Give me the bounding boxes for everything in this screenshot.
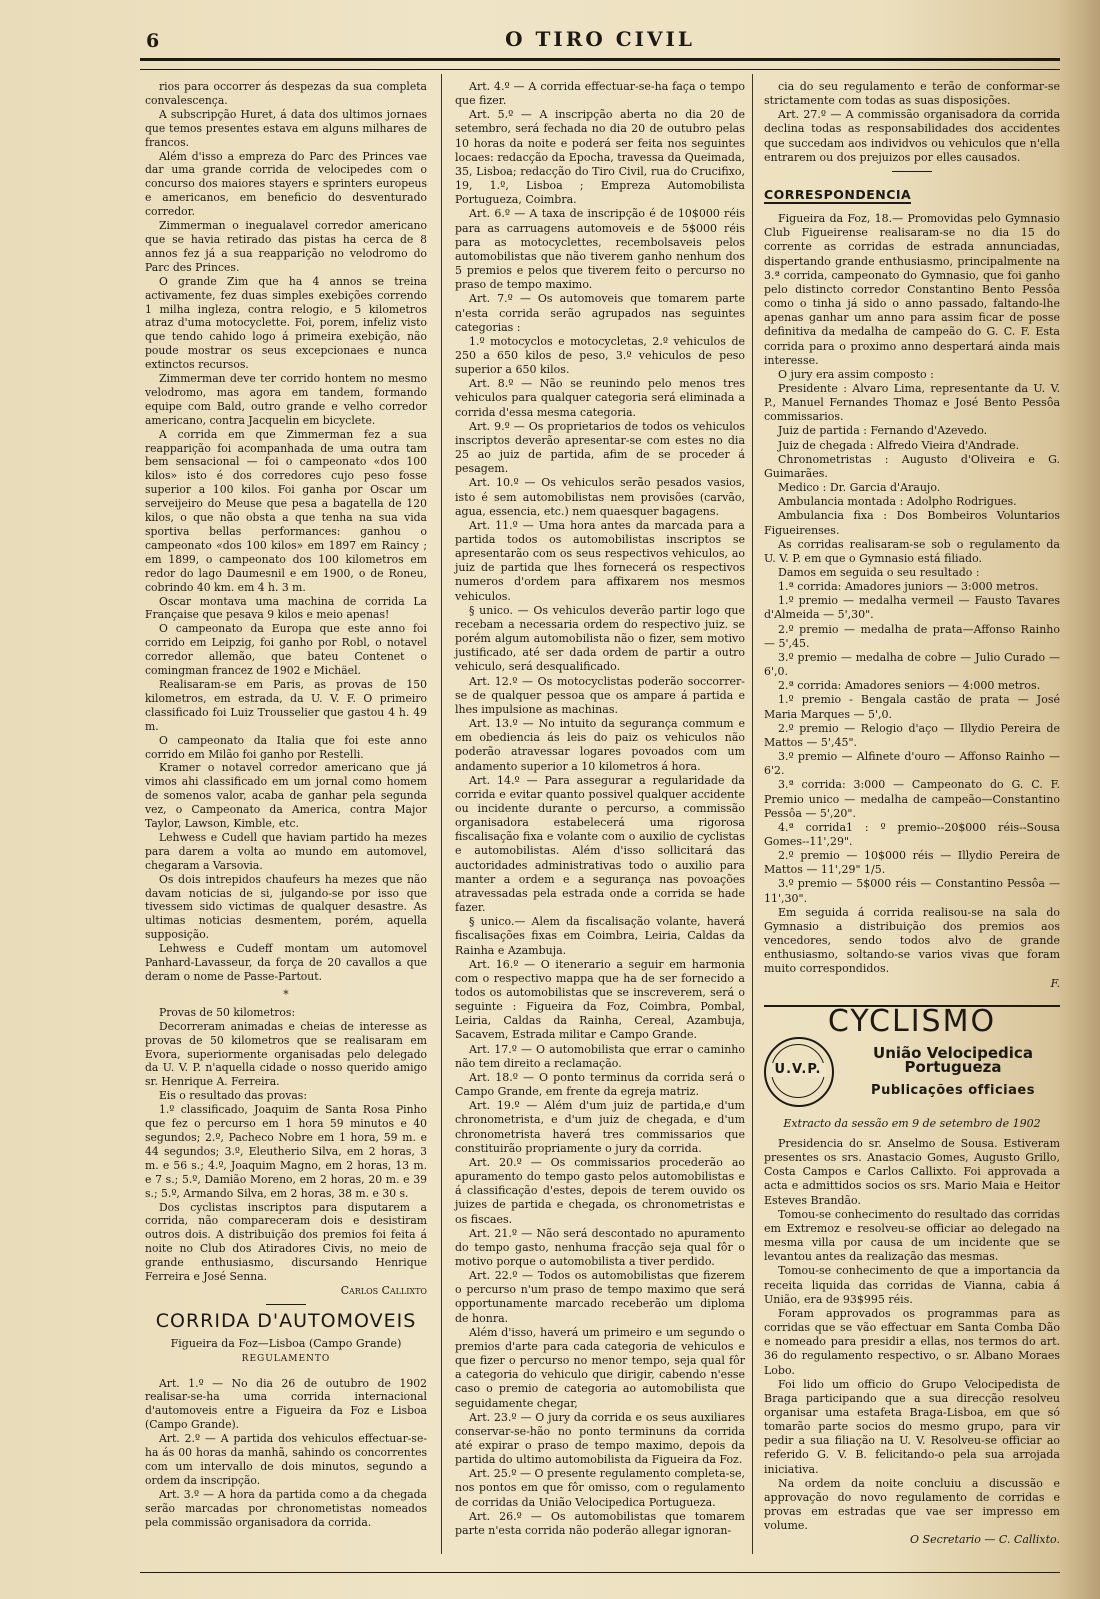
paragraph: 3.º premio — medalha de cobre — Julio Curado — 6',0. (764, 650, 1060, 679)
paragraph: 2.ª corrida: Amadores seniors — 4:000 metros. (778, 679, 1041, 693)
paragraph: Kramer o notavel corredor americano que já vimos ahi classificado em um jornal como homem de somenos valor, acaba de ganhar pela segunda vez, o Campeonato da America, contra Major Taylor, Lawson, Kimble, etc. (145, 761, 427, 831)
col1-paragraphs-evora (145, 1006, 427, 1284)
uvp-name: União Velocipedica Portugueza (873, 1043, 1033, 1076)
paragraph: Chronometristas : Augusto d'Oliveira e G. Guimarães. (764, 452, 1060, 480)
regulamento-label: REGULAMENTO (241, 1353, 331, 1364)
paragraph: 3.º premio — Alfinete d'ouro — Affonso Rainho — 6'2. (764, 750, 1060, 778)
paragraph: Lehwess e Cudeff montam um automovel Panhard-Lavasseur, da força de 20 cavallos a que deram o nome de Passe-Partout. (145, 942, 427, 983)
corrida-subtitle: Figueira da Foz—Lisboa (Campo Grande) (170, 1336, 402, 1350)
paragraph: Art. 22.º — Todos os automobilistas que fizerem o percurso n'um praso de tempo maximo que será opportunamente marcado receberão um diploma de honra. (455, 1269, 745, 1325)
paragraph: Art. 1.º — No dia 26 de outubro de 1902 realisar-se-ha uma corrida internacional d'automoveis entre a Figueira da Foz e Lisboa (Campo Grande). (145, 1376, 427, 1432)
uvp-seal-icon (764, 1037, 834, 1107)
divider (892, 171, 932, 172)
paragraph: Art. 25.º — O presente regulamento completa-se, nos pontos em que fôr omisso, com o regulamento de corridas da União Velocipedica Portugueza. (455, 1467, 745, 1509)
column-3 (764, 80, 1060, 1548)
paragraph: § unico. — Os vehiculos deverão partir logo que recebam a necessaria ordem do respectivo juiz. se porém algum automobilista não o fizer, sem motivo justificado, até ser dada ordem de partir a outro vehiculo, será desqualificado. (455, 603, 745, 674)
paragraph: 2.º premio — medalha de prata—Affonso Rainho — 5',45. (764, 622, 1060, 650)
uvp-texts (846, 1043, 1060, 1098)
paragraph: Medico : Dr. Garcia d'Araujo. (778, 481, 941, 495)
paragraph: Juiz de partida : Fernando d'Azevedo. (778, 424, 988, 438)
corrida-title: CORRIDA D'AUTOMOVEIS (155, 1309, 417, 1332)
paragraph: cia do seu regulamento e terão de conformar-se strictamente com todas as suas disposições. (764, 80, 1060, 108)
paragraph: 1.ª corrida: Amadores juniors — 3:000 metros. (778, 580, 1039, 594)
session-paragraphs (764, 1137, 1060, 1533)
paragraph: Art. 2.º — A partida dos vehiculos effectuar-se-ha ás 00 horas da manhã, sahindo os concorrentes com um intervallo de dois minutos, segundo a ordem da inscripção. (145, 1432, 427, 1487)
paragraph: 1.º motocyclos e motocycletas, 2.º vehiculos de 250 a 650 kilos de peso, 3.º vehiculos de peso superior a 650 kilos. (455, 334, 745, 377)
paragraph: Art. 21.º — Não será descontado no apuramento do tempo gasto, nenhuma fracção seja qual fôr o motivo porque o automobilista a tiver perdido. (455, 1226, 745, 1268)
paragraph: Foram approvados os programmas para as corridas que se vão effectuar em Santa Comba Dão e nomeado para presidir a ellas, nos termos do art. 36 do regulamento respectivo, o sr. Albano Moraes Lobo. (764, 1306, 1060, 1377)
paragraph: Art. 20.º — Os commissarios procederão ao apuramento do tempo gasto pelos automobilistas e á classificação d'estes, depois de terem ouvido os juizes de partida e chegada, os chronometristas e os fiscaes. (455, 1155, 745, 1226)
paragraph: Art. 13.º — No intuito da segurança commum e em obediencia ás leis do paiz os vehiculos não poderão atravessar logares povoados com um andamento superior a 10 kilometros á hora. (455, 717, 745, 773)
paragraph: Art. 17.º — O automobilista que errar o caminho não tem direito a reclamação. (455, 1042, 745, 1070)
col1-paragraphs (145, 80, 427, 984)
paragraph: Zimmerman deve ter corrido hontem no mesmo velodromo, mas agora em tandem, formando equipe com Bald, outro grande e velho corredor americano, contra Jacquelin em bicyclete. (145, 372, 427, 427)
cyclismo-title: CYCLISMO (827, 1003, 997, 1039)
paragraph: Oscar montava uma machina de corrida La Française que pesava 9 kilos e meio apenas! (145, 594, 427, 622)
correspondencia-heading: CORRESPONDENCIA (764, 188, 911, 204)
paragraph: Art. 7.º — Os automoveis que tomarem parte n'esta corrida serão agrupados nas seguintes categorias : (455, 292, 745, 334)
paragraph: Foi lido um officio do Grupo Velocipedista de Braga participando que a sua direcção resolveu organisar uma estafeta Braga-Lisboa, em que só tomarão parte socios do mesmo grupo, para vir pedir a sua filiação na U. V. Resolveu-se officiar ao referido G. V. B. felicitando-o pela sua arrojada iniciativa. (764, 1377, 1060, 1476)
header-rule (140, 58, 1060, 70)
paragraph: 2.º premio — Relogio d'aço — Illydio Pereira de Mattos — 5',45". (764, 721, 1060, 749)
paragraph: Além d'isso, haverá um primeiro e um segundo o premios d'arte para cada categoria de vehiculos e que fizer o percurso no menor tempo, seja qual fôr a categoria do vehiculo que dirigir, cabendo n'esse caso o premio de categoria ao automobilista que seguidamente chegar, (455, 1325, 745, 1410)
column-divider (441, 74, 442, 1554)
col2-paragraphs (455, 80, 745, 1538)
paragraph: 1.º classificado, Joaquim de Santa Rosa Pinho que fez o percurso em 1 hora 59 minutos e 40 segundos; 2.º, Pacheco Nobre em 1 hora, 59 m. e 44 segundos; 3.º, Eleutherio Silva, em 2 horas, 3 m. e 56 s.; 4.º, Joaquim Magno, em 2 horas, 13 m. e 7 s.; 5.º, Damião Moreno, em 2 horas, 20 m. e 39 s.; 5.º, Armando Silva, em 2 horas, 38 m. e 30 s. (145, 1103, 427, 1200)
paragraph: Art. 23.º — O jury da corrida e os seus auxiliares conservar-se-hão no ponto terminuns da corrida até expirar o praso de tempo maximo, depois da partida do ultimo automobilista da Figueira da Foz. (455, 1410, 745, 1467)
col1-articles (145, 1377, 427, 1530)
correspondencia-paragraphs (764, 212, 1060, 976)
paragraph: Ambulancia fixa : Dos Bombeiros Voluntarios Figueirenses. (764, 509, 1060, 537)
divider (266, 1304, 306, 1305)
column-divider (752, 74, 753, 1554)
correspondencia-signature: F. (1050, 976, 1060, 990)
paragraph: Dos cyclistas inscriptos para disputarem a corrida, não compareceram dois e desistiram outros dois. A distribuição dos premios foi feita á noite no Club dos Atiradores Civis, no meio de grande enthusiasmo, discursando Henrique Ferreira e José Senna. (145, 1200, 427, 1284)
paragraph: Tomou-se conhecimento do resultado das corridas em Extremoz e resolveu-se officiar ao delegado na mesma villa por causa de um incidente que se levantou antes da realização das mesmas. (764, 1207, 1060, 1264)
paragraph: A corrida em que Zimmerman fez a sua reapparição foi acompanhada de uma outra tam bem sensacional — foi o campeonato «dos 100 kilos» isto é dos corredores cujo peso fosse superior a 100 kilos. Foi ganha por Oscar um serveijeiro do Meuse que pesa a bagatella de 120 kilos, o que não obsta a que tenha na sua vida sportiva bellas performances: ganhou o campeonato «dos 100 kilos» em 1897 em Raincy ; em 1899, o campeonato dos 100 kilometros em redor do lago Daumesnil e em 1900, o de Roneu, cobrindo 40 km. em 4 h. 3 m. (145, 427, 427, 594)
paragraph: Art. 14.º — Para assegurar a regularidade da corrida e evitar quanto possivel qualquer accidente ou incidente durante o percurso, a commissão organisadora estabelecerá uma rigorosa fiscalisação fixa e volante com o auxilio de cyclistas e automobilistas. Além d'isso sollicitará das auctoridades administrativas todo o auxilio para manter a ordem e a segurança nas povoações atravessadas pela estrada onde a corrida se hade fazer. (455, 773, 745, 915)
paragraph: 3.º premio — 5$000 réis — Constantino Pessôa — 11',30". (764, 877, 1060, 905)
paragraph: Na ordem da noite concluiu a discussão e approvação do novo regulamento de corridas e provas em estradas que vae ser impresso em volume. (764, 1476, 1060, 1533)
paragraph: O jury era assim composto : (778, 367, 934, 381)
paragraph: Provas de 50 kilometros: (159, 1005, 296, 1019)
paragraph: Art. 26.º — Os automobilistas que tomarem parte n'esta corrida não poderão allegar ignoran- (455, 1509, 745, 1537)
paragraph: Os dois intrepidos chaufeurs ha mezes que não davam noticias de si, julgando-se por isso que tivessem sido victimas de qualquer desastre. As ultimas noticias desmentem, porém, aquella supposição. (145, 872, 427, 942)
uvp-seal-label: U.V.P. (770, 1063, 826, 1077)
page-number: 6 (146, 30, 160, 52)
paragraph: 4.ª corrida1 : º premio--20$000 réis--Sousa Gomes--11',29". (764, 820, 1060, 848)
paragraph: Art. 12.º — Os motocyclistas poderão soccorrer-se de qualquer pessoa que os ampare á partida e lhes impulsione as machinas. (455, 674, 745, 716)
paragraph: Art. 16.º — O itenerario a seguir em harmonia com o respectivo mappa que ha de ser fornecido a todos os automobilistas que se inscreverem, será o seguinte : Figueira da Foz, Coimbra, Pombal, Leiria, Caldas da Rainha, Cereal, Azambuja, Sacavem, Estrada militar e Campo Grande. (455, 957, 745, 1042)
col3-paragraphs (764, 80, 1060, 165)
paragraph: Art. 27.º — A commissão organisadora da corrida declina todas as responsabilidades dos accidentes que succedam aos individvos ou vehiculos que n'ella entrarem ou dos prejuizos por elles causados. (764, 108, 1060, 164)
paragraph: Tomou-se conhecimento de que a importancia da receita liquida das corridas de Vianna, cabia á União, era de 93$995 réis. (764, 1264, 1060, 1306)
session-extract-title: Extracto da sessão em 9 de setembro de 1902 (783, 1116, 1041, 1130)
paragraph: Além d'isso a empreza do Parc des Princes vae dar uma grande corrida de velocipedes com o concurso dos maiores stayers e sprinters europeus e americanos, em beneficio do desventurado corredor. (145, 149, 427, 219)
paragraph: 2.º premio — 10$000 réis — Illydio Pereira de Mattos — 11',29" 1/5. (764, 849, 1060, 877)
paragraph: Figueira da Foz, 18.— Promovidas pelo Gymnasio Club Figueirense realisaram-se no dia 15 do corrente as corridas de estrada annunciadas, dispertando grande enthusiasmo, principalmente na 3.ª corrida, campeonato do Gymnasio, que foi ganho pelo distincto corredor Constantino Bento Pessôa como o tinha já sido o anno passado, faltando-lhe apenas ganhar um anno para assim ficar de posse definitiva da medalha de campeão do G. C. F. Esta corrida para o proximo anno despertará ainda mais interesse. (764, 212, 1060, 367)
paragraph: Art. 9.º — Os proprietarios de todos os vehiculos inscriptos deverão apresentar-se com estes no dia 25 ao juiz de partida, afim de se proceder á pesagem. (455, 419, 745, 476)
paragraph: Decorreram animadas e cheias de interesse as provas de 50 kilometros que se realisaram em Evora, superiormente organisadas pelo delegado da U. V. P. n'aquella cidade o nosso querido amigo sr. Henrique A. Ferreira. (145, 1019, 427, 1089)
paragraph: Art. 18.º — O ponto terminus da corrida será o Campo Grande, em frente da egreja matriz. (455, 1070, 745, 1099)
paragraph: Art. 6.º — A taxa de inscripção é de 10$000 réis para as carruagens automoveis e de 5$000 réis para as motocyclettes, recembolsaveis pelos automobilistas que não tiverem ganho nenhum dos 5 premios e pelos que tiverem feito o percurso no praso de tempo maximo. (455, 207, 745, 292)
paragraph: Art. 5.º — A inscripção aberta no dia 20 de setembro, será fechada no dia 20 de outubro pelas 10 horas da noite e poderá ser feita nos seguintes locaes: redacção da Epocha, travessa da Queimada, 35, Lisboa; redacção do Tiro Civil, rua do Crucifixo, 19, 1.º, Lisboa ; Empreza Automobilista Portugueza, Coimbra. (455, 108, 745, 207)
secretary-signature: O Secretario — C. Callixto. (910, 1533, 1060, 1547)
paragraph: Damos em seguida o seu resultado : (778, 566, 980, 579)
paragraph: rios para occorrer ás despezas da sua completa convalescença. (145, 80, 427, 107)
column-1 (145, 80, 427, 1530)
paragraph: Presidencia do sr. Anselmo de Sousa. Estiveram presentes os srs. Anastacio Gomes, Augusto Grillo, Costa Campos e Carlos Callixto. Foi approvada a acta e admittidos socios os srs. Mario Maia e Heitor Esteves Brandão. (764, 1137, 1060, 1207)
paragraph: O campeonato da Europa que este anno foi corrido em Leipzig, foi ganho por Robl, o notavel corredor allemão, que bateu Contenet o comingman francez de 1902 e Michäel. (145, 622, 427, 678)
paragraph: Ambulancia montada : Adolpho Rodrigues. (778, 495, 1017, 509)
paragraph: Em seguida á corrida realisou-se na sala do Gymnasio a distribuição dos premios aos vencedores, sendo todos alvo de grande enthusiasmo, soltando-se varios vivas que foram muito correspondidos. (764, 905, 1060, 976)
paragraph: Realisaram-se em Paris, as provas de 150 kilometros, em estrada, da U. V. F. O primeiro classificado foi Luiz Trousselier que gastou 4 h. 49 m. (145, 677, 427, 733)
paragraph: Art. 19.º — Além d'um juiz de partida,e d'um chronometrista, e d'um juiz de chegada, e d'um chronometrista haverá tres commissarios que constituirão propriamente o jury da corrida. (455, 1099, 745, 1155)
paragraph: Juiz de chegada : Alfredo Vieira d'Andrade. (778, 438, 1020, 452)
paragraph: Art. 11.º — Uma hora antes da marcada para a partida todos os automobilistas inscriptos se apresentarão com os seus respectivos vehiculos, ao juiz de partida que lhes fornecerá os respectivos numeros d'ordem para affixarem nos mesmos vehiculos. (455, 518, 745, 603)
paragraph: 1.º premio - Bengala castão de prata — José Maria Marques — 5',0. (764, 693, 1060, 721)
paragraph: Presidente : Alvaro Lima, representante da U. V. P., Manuel Fernandes Thomaz e José Bento Pessôa commissarios. (764, 381, 1060, 424)
paragraph: Art. 4.º — A corrida effectuar-se-ha faça o tempo que fizer. (455, 80, 745, 108)
paragraph: Lehwess e Cudell que haviam partido ha mezes para darem a volta ao mundo em automovel, chegaram a Varsovia. (145, 830, 427, 872)
paragraph: Zimmerman o inegualavel corredor americano que se havia retirado das pistas ha cerca de 8 annos fez já a sua reapparição no velodromo do Parc des Princes. (145, 219, 427, 274)
paragraph: 1.º premio — medalha vermeil — Fausto Tavares d'Almeida — 5',30". (764, 594, 1060, 622)
paragraph: Eis o resultado das provas: (159, 1089, 307, 1103)
column-2 (455, 80, 745, 1538)
article-signature: Carlos Callixto (340, 1283, 427, 1297)
section-star: * (283, 987, 289, 1001)
paragraph: O grande Zim que ha 4 annos se treina activamente, fez duas simples exebições correndo 1 milha ingleza, contra relogio, e 5 kilometros atraz d'uma motocyclette. Foi, porem, infeliz visto que tendo cahido logo á primeira exebição, não poude mostrar os seus excepcionaes e nunca extinctos recursos. (145, 274, 427, 372)
paragraph: O campeonato da Italia que foi este anno corrido em Milão foi ganho por Restelli. (145, 733, 427, 761)
paragraph: Art. 3.º — A hora da partida como a da chegada serão marcadas por chronometistas nomeados pela commissão organisadora da corrida. (145, 1487, 427, 1529)
paragraph: 3.ª corrida: 3:000 — Campeonato do G. C. F. Premio unico — medalha de campeão—Constantino Pessôa — 5',20". (764, 778, 1060, 820)
paragraph: Art. 10.º — Os vehiculos serão pesados vasios, isto é sem automobilistas nem provisões (carvão, agua, essencia, etc.) nem quaesquer bagagens. (455, 476, 745, 518)
uvp-header (764, 1037, 1060, 1107)
masthead-title: O TIRO CIVIL (505, 27, 695, 51)
paragraph: A subscripção Huret, á data dos ultimos jornaes que temos presentes estava em alguns milhares de francos. (145, 107, 427, 149)
paragraph: Art. 8.º — Não se reunindo pelo menos tres vehiculos para qualquer categoria será eliminada a corrida d'essa mesma categoria. (455, 377, 745, 419)
cyclismo-section (764, 1005, 1060, 1548)
paragraph: As corridas realisaram-se sob o regulamento da U. V. P. em que o Gymnasio está filiado. (764, 537, 1060, 565)
page-header (140, 28, 1060, 50)
paragraph: § unico.— Alem da fiscalisação volante, haverá fiscalisações fixas em Coimbra, Leiria, Caldas da Rainha e Azambuja. (455, 915, 745, 957)
uvp-publications: Publicações officiaes (871, 1082, 1035, 1098)
bottom-rule (140, 1572, 1060, 1573)
